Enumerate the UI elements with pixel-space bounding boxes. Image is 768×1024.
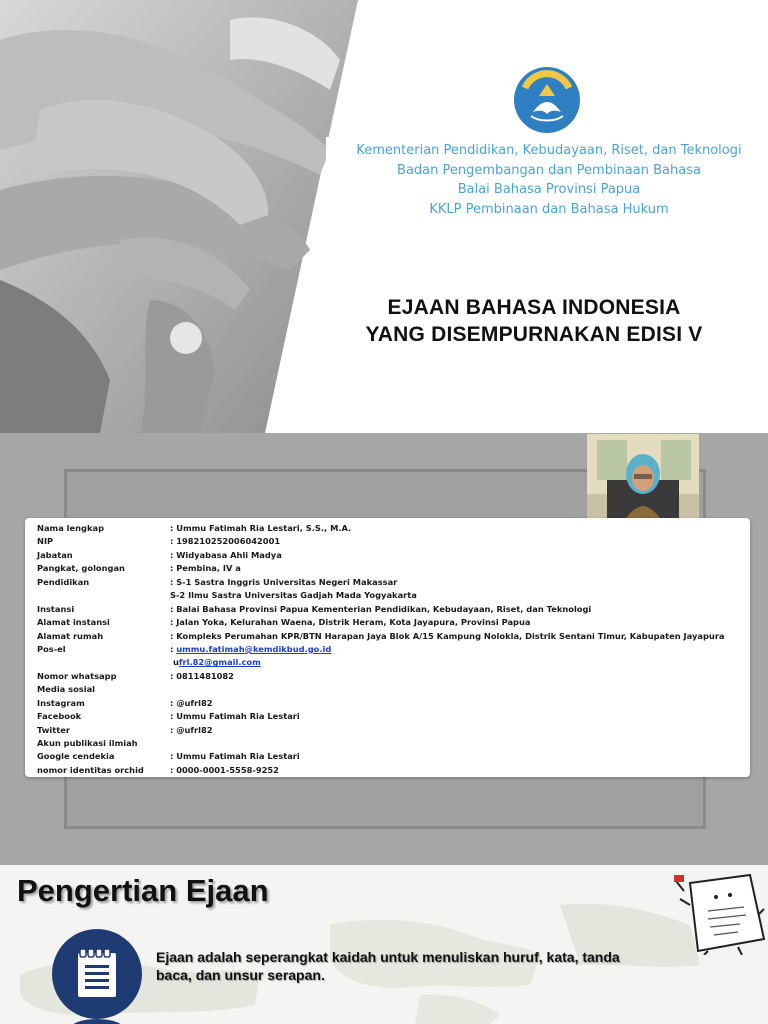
profile-slide <box>0 433 768 865</box>
value: : @ufrl82 <box>170 724 213 735</box>
org-line-agency: Badan Pengembangan dan Pembinaan Bahasa <box>397 162 701 178</box>
label: Akun publikasi ilmiah <box>37 738 138 748</box>
value: : Jalan Yoka, Kelurahan Waena, Distrik Heram, Kota Jayapura, Provinsi Papua <box>170 617 531 628</box>
email-link-secondary[interactable]: frl.82@gmail.com <box>178 657 261 668</box>
value <box>170 643 331 656</box>
definition-slide <box>0 865 768 1024</box>
value: : 198210252006042001 <box>170 536 281 547</box>
title-line-1: EJAAN BAHASA INDONESIA <box>387 296 681 319</box>
label: Google cendekia <box>37 751 115 762</box>
email-prefix: u <box>173 657 179 668</box>
colon: : <box>170 643 174 654</box>
presentation-title <box>300 294 768 348</box>
label: Pos-el <box>37 643 66 654</box>
value: S-2 Ilmu Sastra Universitas Gadjah Mada Yogyakarta <box>170 590 417 601</box>
label: Pendidikan <box>37 576 90 587</box>
label: NIP <box>37 536 54 547</box>
value: : Ummu Fatimah Ria Lestari, S.S., M.A. <box>170 523 352 533</box>
value: : 0000-0001-5558-9252 <box>170 764 279 775</box>
label: Nomor whatsapp <box>37 670 117 681</box>
label: Nama lengkap <box>37 523 105 533</box>
value: : @ufrl82 <box>170 697 213 708</box>
mascot-illustration <box>668 869 768 955</box>
org-line-office: Balai Bahasa Provinsi Papua <box>457 182 641 197</box>
document-icon <box>76 947 118 999</box>
value: : Balai Bahasa Provinsi Papua Kementerian Pendidikan, Kebudayaan, Riset, dan Teknologi <box>170 603 592 614</box>
document-badge <box>52 929 142 1019</box>
title-line-2: YANG DISEMPURNAKAN EDISI V <box>365 323 703 346</box>
value: : Pembina, IV a <box>170 563 241 574</box>
value: : Ummu Fatimah Ria Lestari <box>170 751 300 762</box>
label: Twitter <box>37 724 70 735</box>
title-slide <box>0 0 768 433</box>
label: Alamat rumah <box>37 630 104 641</box>
label: Facebook <box>37 711 82 722</box>
label: nomor identitas orchid <box>37 764 144 775</box>
label: Pangkat, golongan <box>37 563 125 574</box>
org-line-ministry: Kementerian Pendidikan, Kebudayaan, Riset, dan Teknologi <box>356 143 742 158</box>
label: Media sosial <box>37 684 96 695</box>
definition-text <box>156 948 656 984</box>
definition-line-2: baca, dan unsur serapan. <box>156 967 325 983</box>
organization-header <box>330 141 768 219</box>
tut-wuri-handayani-logo <box>513 66 581 134</box>
value: : Ummu Fatimah Ria Lestari <box>170 711 300 722</box>
value: : S-1 Sastra Inggris Universitas Negeri Makassar <box>170 576 398 587</box>
value: : Kompleks Perumahan KPR/BTN Harapan Jaya Blok A/15 Kampung Nolokla, Distrik Sentani Timur, Kabupaten Jayapura <box>170 630 725 641</box>
label: Instansi <box>37 603 75 614</box>
profile-info-card <box>25 518 750 777</box>
value: : 0811481082 <box>170 670 234 681</box>
label: Jabatan <box>37 549 73 560</box>
section-title: Pengertian Ejaan <box>17 873 269 908</box>
definition-line-1: Ejaan adalah seperangkat kaidah untuk menuliskan huruf, kata, tanda <box>156 949 620 965</box>
label: Alamat instansi <box>37 617 110 628</box>
org-line-kklp: KKLP Pembinaan dan Bahasa Hukum <box>429 201 669 217</box>
label: Instagram <box>37 697 85 708</box>
email-link-primary[interactable]: ummu.fatimah@kemdikbud.go.id <box>176 643 332 654</box>
value <box>173 656 261 669</box>
value: : Widyabasa Ahli Madya <box>170 549 282 560</box>
